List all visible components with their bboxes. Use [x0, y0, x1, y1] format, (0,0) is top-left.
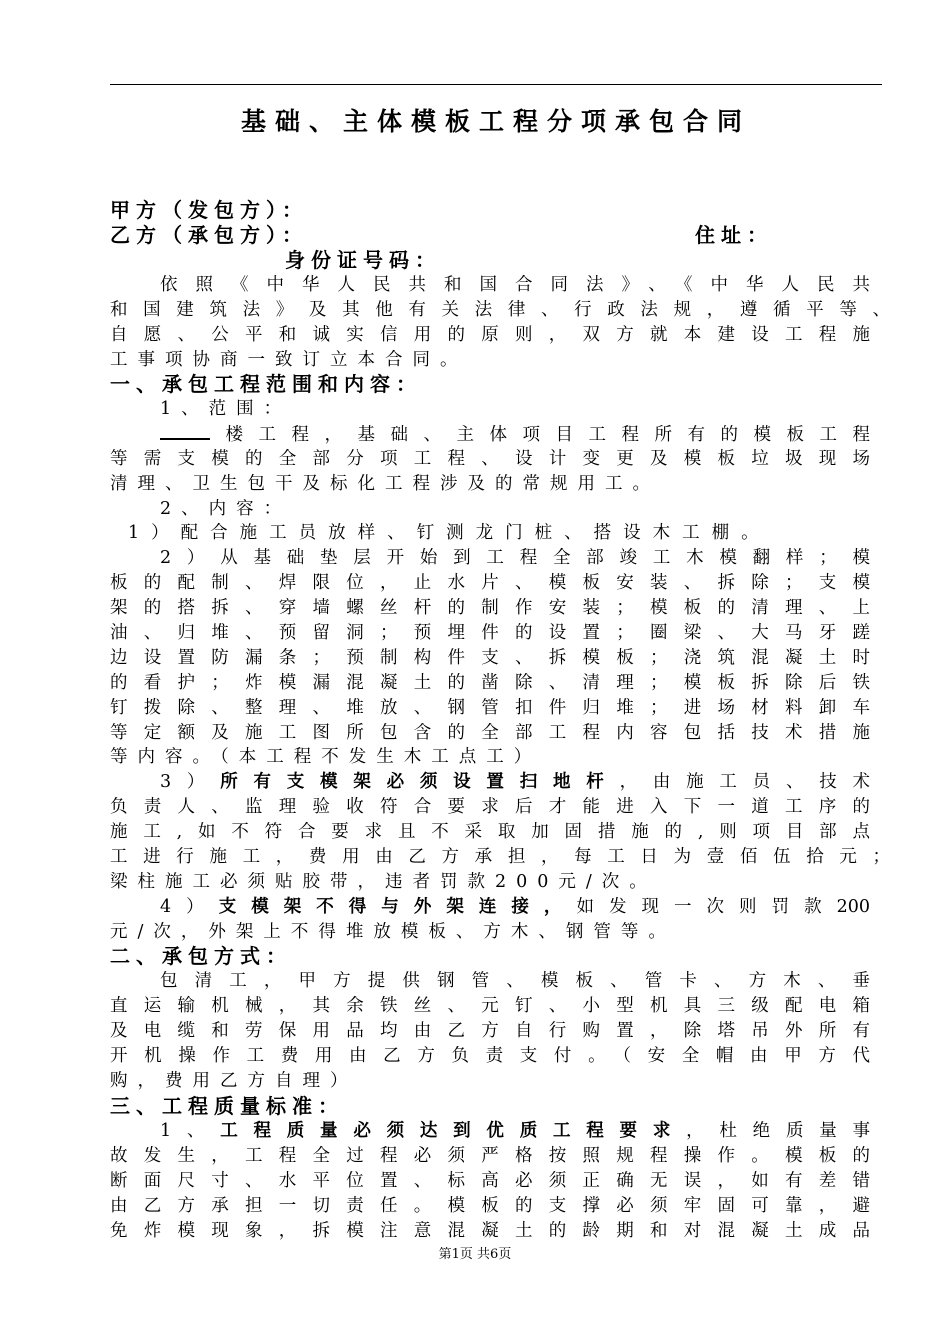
- section-3-line: 1、工程质量必须达到优质工程要求，杜绝质量事: [160, 1121, 871, 1141]
- section-2-line: 包清工，甲方提供钢管、模板、管卡、方木、垂: [160, 971, 870, 991]
- scope-line: 等需支模的全部分项工程、设计变更及模板垃圾现场: [110, 449, 870, 469]
- party-b-line: 乙方（承包方）：: [110, 223, 308, 247]
- content-item-2-line: 等内容。（本工程不发生木工点工）: [110, 747, 542, 767]
- id-number-label: 身份证号码：: [285, 248, 441, 272]
- content-item-2-line: 2）从基础垫层开始到工程全部竣工木模翻样；模: [160, 548, 870, 568]
- content-item-3-line: 施工,如不符合要求且不采取加固措施的,则项目部点: [110, 822, 870, 842]
- content-item-2-line: 边设置防漏条；预制构件支、拆模板；浇筑混凝土时: [110, 648, 870, 668]
- section-2-line: 开机操作工费用由乙方负责支付。（安全帽由甲方代: [110, 1046, 870, 1066]
- header-rule: [110, 84, 882, 85]
- content-item-3-line: 负责人、监理验收符合要求后才能进入下一道工序的: [110, 797, 870, 817]
- content-item-3-line: 梁柱施工必须贴胶带，违者罚款200元/次。: [110, 872, 657, 892]
- section-3-heading: 三、工程质量标准：: [110, 1094, 344, 1118]
- intro-line: 自愿、公平和诚实信用的原则，双方就本建设工程施: [110, 325, 870, 345]
- content-item-2-line: 架的搭拆、穿墙螺丝杆的制作安装；模板的清理、上: [110, 598, 870, 618]
- content-item-3-line: 工进行施工，费用由乙方承担，每工日为壹佰伍拾元；: [110, 847, 890, 867]
- scope-line: 清理、卫生包干及标化工程涉及的常规用工。: [110, 474, 660, 494]
- section-3-line: 由乙方承担一切责任。模板的支撑必须牢固可靠，避: [110, 1196, 870, 1216]
- content-item-4-line: 4）支模架不得与外架连接，如发现一次则罚款200: [160, 897, 871, 917]
- content-item-4-line: 元/次，外架上不得堆放模板、方木、钢管等。: [110, 922, 676, 942]
- intro-line: 和国建筑法》及其他有关法律、行政法规，遵循平等、: [110, 300, 890, 320]
- contract-title: 基础、主体模板工程分项承包合同: [240, 107, 751, 136]
- section-3-line: 断面尺寸、水平位置、标高必须正确无误，如有差错: [110, 1171, 870, 1191]
- scope-label: 1、范围：: [160, 399, 292, 419]
- page-footer: 第1页 共6页: [438, 1247, 512, 1262]
- section-2-line: 购，费用乙方自理）: [110, 1071, 358, 1091]
- section-2-line: 直运输机械，其余铁丝、元钉、小型机具三级配电箱: [110, 996, 870, 1016]
- content-item-3-line: 3）所有支模架必须设置扫地杆，由施工员、技术: [160, 772, 871, 792]
- party-a-line: 甲方（发包方）：: [110, 198, 308, 222]
- section-3-line: 免炸模现象，拆模注意混凝土的龄期和对混凝土成品: [110, 1221, 870, 1241]
- content-item-2-line: 等定额及施工图所包含的全部工程内容包括技术措施: [110, 723, 870, 743]
- intro-line: 工事项协商一致订立本合同。: [110, 350, 468, 370]
- section-1-heading: 一、承包工程范围和内容：: [110, 372, 422, 396]
- content-item-2-line: 油、归堆、预留洞；预埋件的设置；圈梁、大马牙蹉: [110, 623, 870, 643]
- blank-underline: [160, 422, 210, 440]
- address-label: 住址：: [695, 223, 773, 247]
- content-item-2-line: 的看护；炸模漏混凝土的凿除、清理；模板拆除后铁: [110, 673, 870, 693]
- content-item-2-line: 板的配制、焊限位，止水片、模板安装、拆除；支模: [110, 573, 870, 593]
- content-label: 2、内容：: [160, 499, 292, 519]
- section-3-line: 故发生，工程全过程必须严格按照规程操作。模板的: [110, 1146, 870, 1166]
- content-item-1: 1）配合施工员放样、钉测龙门桩、搭设木工棚。: [128, 523, 771, 543]
- intro-line: 依照《中华人民共和国合同法》、《中华人民共: [160, 275, 870, 295]
- scope-line: 楼工程，基础、主体项目工程所有的模板工程: [160, 422, 870, 447]
- content-item-2-line: 钉拨除、整理、堆放、钢管扣件归堆；进场材料卸车: [110, 698, 870, 718]
- section-2-heading: 二、承包方式：: [110, 944, 292, 968]
- section-2-line: 及电缆和劳保用品均由乙方自行购置，除塔吊外所有: [110, 1021, 870, 1041]
